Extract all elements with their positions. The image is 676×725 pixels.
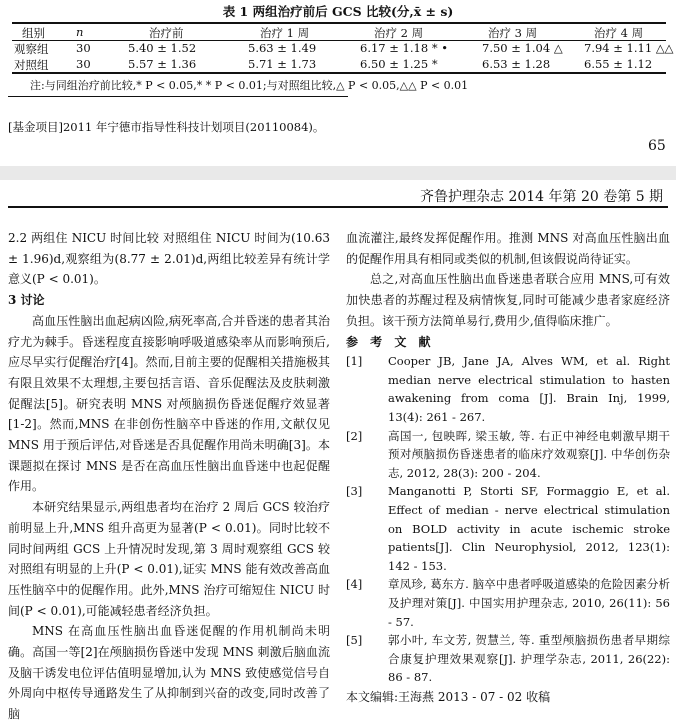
table-cell: 30: [76, 57, 91, 71]
table-header-cell: 治疗 3 周: [488, 26, 538, 40]
table-row: [12, 40, 674, 56]
table-cell: 5.57 ± 1.36: [128, 57, 197, 71]
reference-text: 章凤珍, 葛东方. 脑卒中患者呼吸道感染的危险因素分析及护理对策[J]. 中国实用护理杂志, 2010, 26(11): 56 - 57.: [388, 577, 670, 629]
reference-number: [3]: [346, 484, 363, 499]
table-header-row: [12, 24, 666, 40]
table-cell: 5.71 ± 1.73: [248, 57, 317, 71]
reference-number: [2]: [346, 428, 363, 443]
table-bottom-rule: [12, 72, 666, 74]
body-paragraph: 高血压性脑出血起病凶险,病死率高,合并昏迷的患者其治疗尤为棘手。昏迷程度直接影响呼吸道感染率从而影响预后,应尽早实行促醒治疗[4]。然而,目前主要的促醒相关措施极其有限且效果不太理想,主要包括言语、音乐促醒法及皮肤刺激促醒法[5]。研究表明 MNS 对颅脑损伤昏迷促醒疗效显著[1-2]。然而,MNS 在非创伤性脑卒中昏迷的作用,文献仅见 MNS 用于预后评估,对昏迷是否具促醒作用尚未明确[3]。本课题拟在探讨 MNS 是否在高血压性脑出血昏迷中也起促醒作用。: [8, 313, 330, 494]
table-cell: 6.17 ± 1.18 * •: [360, 41, 449, 55]
table-header-cell: 治疗 1 周: [260, 26, 310, 40]
table-cell: 5.40 ± 1.52: [128, 41, 197, 55]
table-row: [12, 56, 666, 72]
reference-text: 郭小叶, 车文芳, 贺慧兰, 等. 重型颅脑损伤患者早期综合康复护理效果观察[J]. 护理学杂志, 2011, 26(22): 86 - 87.: [388, 633, 670, 685]
right-column: [346, 228, 670, 708]
table-cell: 6.55 ± 1.12: [584, 57, 653, 71]
page-gap: [0, 166, 676, 180]
table-cell: 5.63 ± 1.49: [248, 41, 317, 55]
reference-item: [346, 482, 670, 575]
table-cell: 7.50 ± 1.04 △: [482, 41, 563, 55]
left-column: [8, 228, 330, 725]
reference-item: [346, 575, 670, 631]
conclusion-paragraph: 总之,对高血压性脑出血昏迷患者联合应用 MNS,可有效加快患者的苏醒过程及病情恢复,同时可能减少患者家庭经济负担。该干预方法简单易行,费用少,值得临床推广。: [346, 272, 670, 328]
journal-header: 齐鲁护理杂志 2014 年第 20 卷第 5 期: [420, 189, 664, 205]
reference-item: [346, 427, 670, 483]
reference-item: [346, 631, 670, 687]
table-header-cell: 治疗 4 周: [594, 26, 644, 40]
body-paragraph: 本研究结果显示,两组患者均在治疗 2 周后 GCS 较治疗前明显上升,MNS 组升高更为显著(P < 0.01)。同时比较不同时间两组 GCS 上升情况时发现,第 3 周时观察组 GCS 较对照组有明显的上升(P < 0.01),证实 MNS 能有效改善高血压性脑卒中的促醒作用。此外,MNS 治疗可缩短住 NICU 时间(P < 0.01),可能减轻患者经济负担。: [8, 500, 330, 618]
reference-text: Manganotti P, Storti SF, Formaggio E, et al. Effect of median - nerve electrical stimulation on BOLD activity in acute ischemic stroke patients[J]. Clin Neurophysiol, 2012, 123(1): 142 - 153.: [388, 484, 670, 573]
table-note: 注:与同组治疗前比较,* P < 0.05,* * P < 0.01;与对照组比较,△ P < 0.05,△△ P < 0.01: [30, 79, 469, 92]
table-cell: 7.94 ± 1.11 △△: [584, 41, 674, 55]
section-2-2-paragraph: 2.2 两组住 NICU 时间比较 对照组住 NICU 时间为(10.63 ± 1.96)d,观察组为(8.77 ± 2.01)d,两组比较差异有统计学意义(P < 0.01)。: [8, 231, 330, 287]
table-cell: 6.53 ± 1.28: [482, 57, 551, 71]
table-header-cell: 组别: [22, 26, 45, 40]
table-cell: 对照组: [14, 58, 49, 72]
reference-number: [5]: [346, 633, 363, 648]
table-header-cell: n: [76, 25, 84, 39]
table-title: 表 1 两组治疗前后 GCS 比较(分,x̄ ± s): [222, 4, 454, 19]
reference-text: 高国一, 包映晖, 梁玉敏, 等. 右正中神经电刺激早期干预对颅脑损伤昏迷患者的临床疗效观察[J]. 中华创伤杂志, 2012, 28(3): 200 - 204.: [388, 428, 670, 480]
reference-number: [1]: [346, 354, 363, 369]
editor-line: 本文编辑:王海燕 2013 - 07 - 02 收稿: [346, 689, 551, 704]
section-heading-discussion: 3 讨论: [8, 293, 45, 308]
fund-divider: [8, 96, 348, 97]
references-title: 参 考 文 献: [346, 334, 435, 349]
body-paragraph: MNS 在高血压性脑出血昏迷促醒的作用机制尚未明确。高国一等[2]在颅脑损伤昏迷中发现 MNS 刺激后脑血流及脑干诱发电位评估值明显增加,认为 MNS 致使感觉信号自外周向中枢传导通路发生了从抑制到兴奋的改变,同时改善了脑: [8, 624, 330, 722]
body-paragraph: 血流灌注,最终发挥促醒作用。推测 MNS 对高血压性脑出血的促醒作用具有相同或类似的机制,但该假说尚待证实。: [346, 231, 670, 266]
reference-number: [4]: [346, 577, 363, 592]
page-number: 65: [648, 138, 666, 154]
fund-note: [基金项目]2011 年宁德市指导性科技计划项目(20110084)。: [8, 120, 325, 134]
reference-item: [346, 352, 670, 426]
reference-text: Cooper JB, Jane JA, Alves WM, et al. Right median nerve electrical stimulation to hasten awakening from coma [J]. Brain Inj, 1999, 13(4): 261 - 267.: [388, 354, 670, 424]
table-cell: 观察组: [14, 42, 49, 56]
table-cell: 30: [76, 41, 91, 55]
table-cell: 6.50 ± 1.25 *: [360, 57, 438, 71]
table-header-cell: 治疗前: [149, 26, 184, 40]
reference-list: [346, 352, 670, 687]
table-header-cell: 治疗 2 周: [374, 26, 424, 40]
header-rule: [8, 206, 668, 208]
